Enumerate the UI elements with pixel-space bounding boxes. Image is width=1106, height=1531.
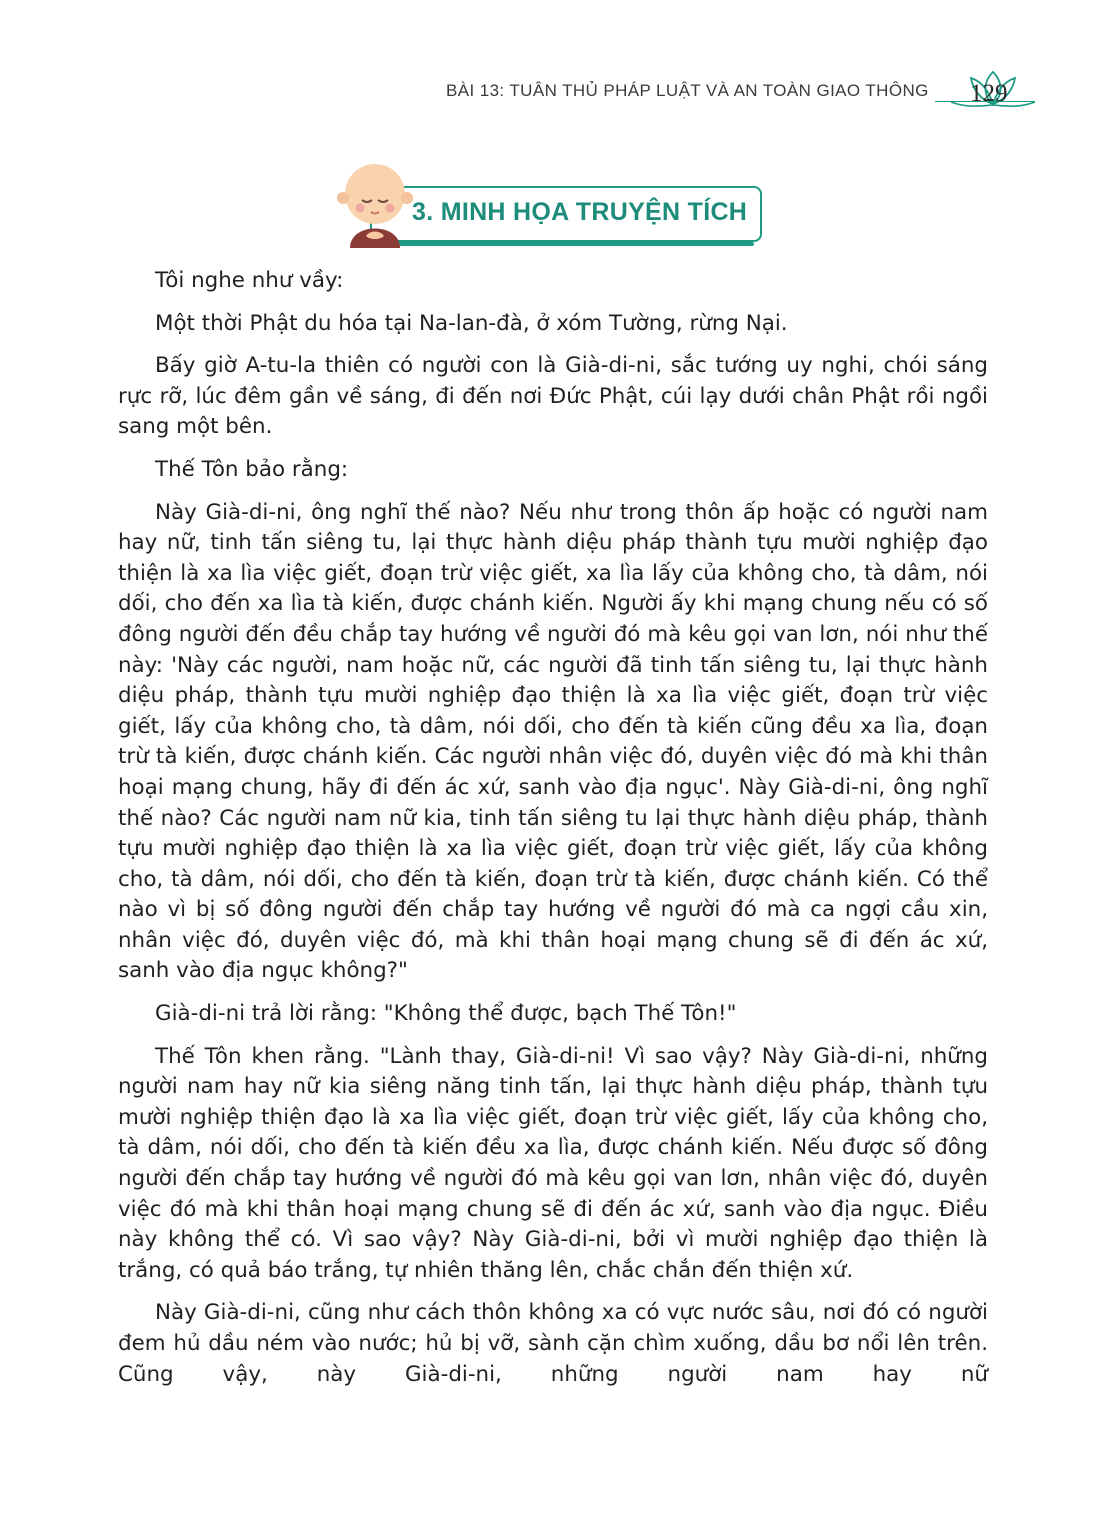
paragraph: Bấy giờ A-tu-la thiên có người con là Già-di-ni, sắc tướng uy nghi, chói sáng rực rỡ, lúc đêm gần về sáng, đi đến nơi Đức Phật, cúi lạy dưới chân Phật rồi ngồi sang một bên. bbox=[118, 353, 988, 440]
paragraph: Này Già-di-ni, ông nghĩ thế nào? Nếu như trong thôn ấp hoặc có người nam hay nữ, tinh tấn siêng tu, lại thực hành diệu pháp thành tựu mười nghiệp đạo thiện là xa lìa việc giết, đoạn trừ việc giết, xa lìa lấy của không cho, tà dâm, nói dối, cho đến xa lìa tà kiến, được chánh kiến. Người ấy khi mạng chung nếu có số đông người đến đều chắp tay hướng về người đó mà kêu gọi van lơn, nói như thế này: 'Này các người, nam hoặc nữ, các người đã tinh tấn siêng tu, lại thực hành diệu pháp, thành tựu mười nghiệp đạo thiện là xa lìa việc giết, đoạn trừ việc giết, lấy của không cho, tà dâm, nói dối, cho đến tà kiến cũng đều xa lìa, đoạn trừ tà kiến, được chánh kiến. Các người nhân việc đó, duyên việc đó mà khi thân hoại mạng chung, hãy đi đến ác xứ, sanh vào địa ngục'. Này Già-di-ni, ông nghĩ thế nào? Các người nam nữ kia, tinh tấn siêng tu lại thực hành diệu pháp, thành tựu mười nghiệp đạo thiện là xa lìa việc giết, đoạn trừ việc giết, lấy của không cho, tà dâm, nói dối, cho đến tà kiến, đoạn trừ tà kiến, được chánh kiến. Có thể nào vì bị số đông người đến chắp tay hướng về người đó mà ca ngợi cầu xin, nhân việc đó, duyên việc đó, mà khi thân hoại mạng chung sẽ đi đến ác xứ, sanh vào địa ngục không?" bbox=[118, 499, 988, 984]
page-number: 129 bbox=[970, 80, 1008, 107]
paragraph: Tôi nghe như vầy: bbox=[155, 268, 344, 293]
paragraph: Một thời Phật du hóa tại Na-lan-đà, ở xóm Tường, rừng Nại. bbox=[155, 310, 788, 336]
paragraph: Già-di-ni trả lời rằng: "Không thể được, bạch Thế Tôn!" bbox=[155, 1001, 737, 1027]
paragraph: Thế Tôn bảo rằng: bbox=[155, 456, 349, 482]
monk-icon bbox=[330, 150, 420, 254]
paragraph: Thế Tôn khen rằng. "Lành thay, Già-di-ni! Vì sao vậy? Này Già-di-ni, những người nam hay nữ kia siêng năng tinh tấn, lại thực hành diệu pháp, thành tựu mười nghiệp thiện đạo là xa lìa việc giết, đoạn trừ việc giết, lấy của không cho, tà dâm, nói dối, cho đến tà kiến đều xa lìa, được chánh kiến. Nếu được số đông người đến chắp tay hướng về người đó mà kêu gọi van lơn, nhân việc đó, duyên việc đó mà khi thân hoại mạng chung sẽ đi đến ác xứ, sanh vào địa ngục. Điều này không thể có. Vì sao vậy? Này Già-di-ni, bởi vì mười nghiệp đạo thiện là trắng, có quả báo trắng, tự nhiên thăng lên, chắc chắn đến thiện xứ. bbox=[118, 1043, 988, 1283]
section-heading bbox=[330, 150, 770, 250]
section-title: 3. MINH HỌA TRUYỆN TÍCH bbox=[412, 198, 748, 226]
story-text bbox=[118, 266, 988, 1390]
paragraph: Này Già-di-ni, cũng như cách thôn không xa có vực nước sâu, nơi đó có người đem hủ dầu ném vào nước; hủ bị vỡ, sành cặn chìm xuống, dầu bơ nổi lên trên. Cũng vậy, này Già-di-ni, những người nam hay nữ bbox=[118, 1300, 988, 1387]
lesson-title: BÀI 13: TUÂN THỦ PHÁP LUẬT VÀ AN TOÀN GIAO THÔNG bbox=[446, 81, 929, 100]
page-header bbox=[380, 76, 1040, 116]
